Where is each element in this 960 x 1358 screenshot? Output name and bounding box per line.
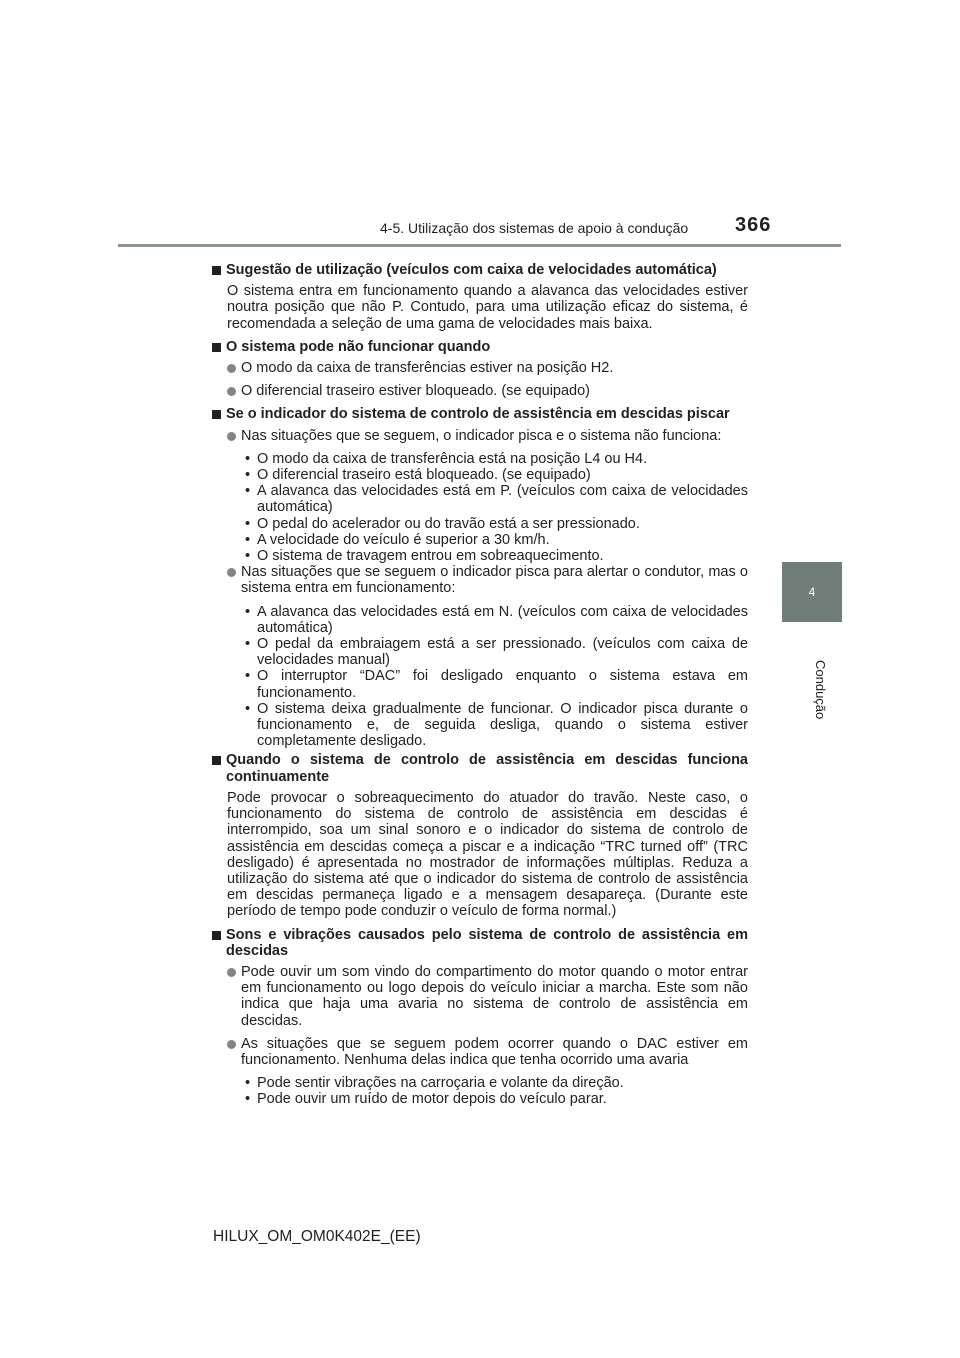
sub-list-item-text: O sistema de travagem entrou em sobreaquecimento. [257,548,604,565]
section-heading-text: O sistema pode não funcionar quando [226,338,491,355]
list-item [210,383,748,399]
sub-list-item: • A alavanca das velocidades está em N. (veículos com caixa de velocidades automática) [245,603,748,636]
sub-list-item-text: O interruptor “DAC” foi desligado enquanto o sistema estava em funcionamento. [257,668,748,701]
sub-list-item-text: A velocidade do veículo é superior a 30 km/h. [257,531,550,548]
list-item [210,1036,748,1068]
list-item-text: Pode ouvir um som vindo do compartimento do motor quando o motor entrar em funcionamento ou logo depois do veículo iniciar a marcha. Este som não indica que haja uma avaria no sistema de controlo de assistência em descidas. [241,963,748,1029]
sub-list-item: • O pedal da embraiagem está a ser pressionado. (veículos com caixa de velocidades manual) [245,636,748,669]
section-paragraph: O sistema entra em funcionamento quando a alavanca das velocidades estiver noutra posição que não P. Contudo, para uma utilização eficaz do sistema, é recomendada a seleção de uma gama de velocidades mais baixa. [227,283,748,332]
sub-list-item: • O interruptor “DAC” foi desligado enquanto o sistema estava em funcionamento. [245,668,748,701]
chapter-label: Condução [813,660,828,720]
sub-list-item-text: A alavanca das velocidades está em N. (veículos com caixa de velocidades automática) [257,603,748,636]
square-bullet-icon [212,756,221,765]
page-content [210,262,748,1108]
round-bullet-icon [227,387,236,396]
section-paragraph: Pode provocar o sobreaquecimento do atuador do travão. Neste caso, o funcionamento do sistema de controlo de assistência em descidas é interrompido, soa um sinal sonoro e o indicador do sistema de controlo de assistência em descidas começa a piscar e a indicação “TRC turned off” (TRC desligado) é apresentada no mostrador de informações múltiplas. Reduza a utilização do sistema até que o indicador do sistema de controlo de assistência em descidas permaneça ligado e a mensagem desapareça. (Durante este período de tempo pode conduzir o veículo de forma normal.) [227,789,748,920]
round-bullet-icon [227,364,236,373]
sub-list-item: • O modo da caixa de transferência está na posição L4 ou H4. [245,450,648,467]
sub-list-item: • O sistema deixa gradualmente de funcionar. O indicador pisca durante o funcionamento e, de seguida desliga, quando o sistema estiver completamente desligado. [245,700,748,750]
square-bullet-icon [212,343,221,352]
list-item-text: O diferencial traseiro estiver bloqueado. (se equipado) [241,383,591,400]
list-item-text: Nas situações que se seguem o indicador pisca para alertar o condutor, mas o sistema entra em funcionamento: [241,564,748,597]
list-item [210,964,748,1029]
page-number: 366 [735,214,772,236]
list-item-text: O modo da caixa de transferências estiver na posição H2. [241,360,614,377]
sub-list-item: • Pode sentir vibrações na carroçaria e volante da direção. [245,1075,624,1092]
section-heading [210,927,748,959]
sub-list-item: • Pode ouvir um ruído de motor depois do veículo parar. [245,1091,607,1108]
section-heading [210,339,748,355]
square-bullet-icon [212,931,221,940]
round-bullet-icon [227,1040,236,1049]
list-item-text: Nas situações que se seguem, o indicador pisca e o sistema não funciona: [241,427,722,444]
document-code-footer: HILUX_OM_OM0K402E_(EE) [213,1228,421,1245]
sub-list-item-text: O diferencial traseiro está bloqueado. (se equipado) [257,467,591,484]
sub-list [241,451,748,564]
sub-list [241,1075,748,1107]
section-heading [210,752,748,784]
list-item [210,564,748,596]
list-item [210,428,748,444]
header-section-title: 4-5. Utilização dos sistemas de apoio à condução [380,220,689,236]
sub-list-item: • A alavanca das velocidades está em P. (veículos com caixa de velocidades automática) [245,483,748,516]
sub-list-item: • O diferencial traseiro está bloqueado. (se equipado) [245,467,591,484]
round-bullet-icon [227,432,236,441]
section-heading-text: Se o indicador do sistema de controlo de assistência em descidas piscar [226,406,730,423]
chapter-tab: 4 [782,562,842,622]
sub-list-item: • O pedal do acelerador ou do travão está a ser pressionado. [245,515,640,532]
sub-list-item-text: O pedal do acelerador ou do travão está a ser pressionado. [257,515,640,532]
sub-list-item: • O sistema de travagem entrou em sobreaquecimento. [245,548,604,565]
sub-list-item: • A velocidade do veículo é superior a 30 km/h. [245,531,550,548]
round-bullet-icon [227,568,236,577]
sub-list-item-text: O pedal da embraiagem está a ser pressionado. (veículos com caixa de velocidades manual) [257,636,748,669]
sub-list-item-text: O modo da caixa de transferência está na posição L4 ou H4. [257,450,648,467]
sub-list-item-text: O sistema deixa gradualmente de funcionar. O indicador pisca durante o funcionamento e, de seguida desliga, quando o sistema estiver completamente desligado. [257,700,748,750]
section-heading-text: Sons e vibrações causados pelo sistema de controlo de assistência em descidas [226,926,748,959]
list-item [210,360,748,376]
list-item-text: As situações que se seguem podem ocorrer quando o DAC estiver em funcionamento. Nenhuma delas indica que tenha ocorrido uma avaria [241,1035,748,1068]
sub-list-item-text: A alavanca das velocidades está em P. (veículos com caixa de velocidades automática) [257,483,748,516]
section-heading [210,406,748,422]
header-rule [118,244,841,247]
square-bullet-icon [212,266,221,275]
sub-list-item-text: Pode ouvir um ruído de motor depois do veículo parar. [257,1091,607,1108]
sub-list-item-text: Pode sentir vibrações na carroçaria e volante da direção. [257,1075,624,1092]
section-heading [210,262,748,278]
square-bullet-icon [212,410,221,419]
sub-list [241,604,748,750]
round-bullet-icon [227,968,236,977]
section-heading-text: Quando o sistema de controlo de assistência em descidas funciona continuamente [226,752,748,785]
section-heading-text: Sugestão de utilização (veículos com caixa de velocidades automática) [226,262,717,278]
